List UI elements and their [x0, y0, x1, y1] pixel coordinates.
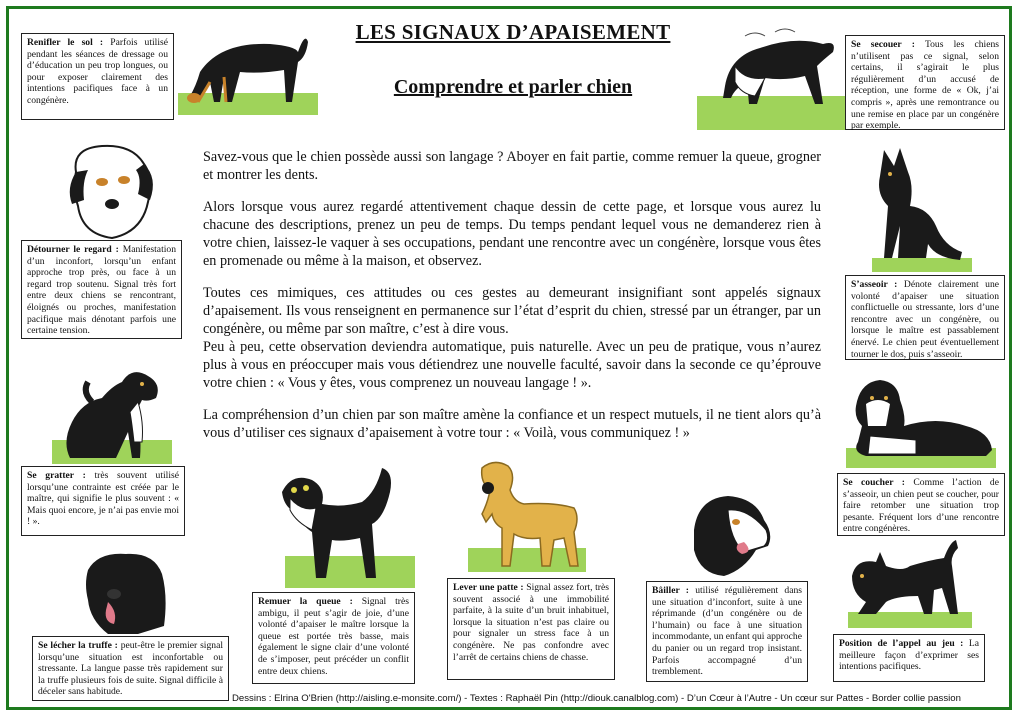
signal-title: Remuer la queue : [258, 596, 353, 607]
dog-sniffing-icon [180, 22, 320, 112]
signal-title: Se coucher : [843, 477, 905, 488]
signal-box-jeu [833, 634, 985, 682]
signal-title: Lever une patte : [453, 582, 524, 593]
dog-sitting-icon [870, 146, 970, 268]
signal-box-queue [252, 592, 415, 684]
signal-title: Bâiller : [652, 585, 689, 596]
dog-yawning-icon [684, 490, 780, 582]
signal-text: très souvent utilisé lorsqu’une contrainte est créée par le maître, qui signifie le plus souvent : « Mais quoi encore, je n’ai pas envie moi ! ». [27, 470, 180, 528]
intro-paragraph: Toutes ces mimiques, ces attitudes ou ces gestes au demeurant insignifiant sont appelés signaux d’apaisement. Ils vous renseignent en permanence sur l’état d’esprit du chien, stressé par un étranger, par un congénère, ou même par son maître, c’est à dire vous. [203, 285, 821, 337]
dog-lying-icon [846, 376, 996, 466]
signal-text: utilisé régulièrement dans une situation d’inconfort, suite à une réprimande (d’un congénère ou de l’humain) ou face à une situation incommodante, un enfant qui approche du panier ou un regard trop insistant. Parfois accompagné d’un tremblement. [652, 585, 802, 678]
signal-title: Détourner le regard : [27, 244, 119, 255]
signal-box-coucher [837, 473, 1005, 536]
page-title: LES SIGNAUX D’APAISEMENT [355, 20, 671, 44]
signal-text: Signal très ambigu, il peut s’agir de joie, d’une volonté d’apaiser le maître lorsque la queue est portée très basse, mais également le signe clair d’une volonté de s’imposer, peut précéder un conflit entre deux chiens. [258, 596, 409, 677]
intro-paragraph: La compréhension d’un chien par son maître amène la confiance et un respect mutuels, il ne tient alors qu’à vous d’utiliser ces signaux d’apaisement à votre tour : « Voilà, vous communiquez ! » [203, 407, 821, 441]
signal-title: Position de l’appel au jeu : [839, 638, 964, 649]
signal-box-truffe [32, 636, 229, 701]
signal-title: S’asseoir : [851, 279, 898, 290]
dog-looking-away-icon [62, 142, 162, 242]
signal-text: Comme l’action de s’asseoir, un chien peut se coucher, pour faire retomber une situation trop pesante. Fréquent lors d’une rencontre entre congénères. [843, 477, 999, 535]
signal-box-detourner [21, 240, 182, 339]
dog-shaking-icon [705, 26, 845, 116]
signal-box-gratter [21, 466, 185, 536]
signal-title: Se gratter : [27, 470, 86, 481]
dog-tail-wag-icon [272, 462, 412, 588]
intro-paragraph: Peu à peu, cette observation deviendra automatique, puis naturelle. Avec un peu de pratique, vous n’aurez plus à vous en préoccuper mais vous détiendrez une nouvelle faculté, savoir dans la seconde ce qu’éprouve votre chien : « Vous y êtes, vous comprenez un nouveau langage ! ». [203, 339, 821, 391]
intro-paragraph: Alors lorsque vous aurez regardé attentivement chaque dessin de cette page, et lorsque vous aurez lu chacune des descriptions, prenez un peu de temps. Du temps pendant lequel vous ne demanderez rien à votre chien, laissez-le vaquer à ses occupations, pendant une rencontre avec un congénère, lorsque vous êtes en promenade ou même à la maison, et observez. [203, 199, 821, 269]
signal-box-asseoir [845, 275, 1005, 360]
signal-title: Renifler le sol : [27, 37, 104, 48]
signal-text: Dénote clairement une volonté d’apaiser une situation conflictuelle ou stressante, lors d’une rencontre avec un congénère, ou lorsque le maître est passablement énervé. Le chien peut éventuellement tourner le dos, puis s’asseoir. [851, 279, 999, 360]
signal-text: peut-être le premier signal lorsqu’une situation est inconfortable ou stressante. La langue passe très rapidement sur la truffe plusieurs fois de suite. Signal difficile à déceler sans habitude. [38, 640, 223, 698]
dog-scratching-icon [52, 362, 172, 466]
signal-text: Manifestation d’un inconfort, lorsqu’un enfant approche trop près, ou face à un regard trop soutenu. Signal très fort entre deux chiens se rencontrant, éloignés ou proches, manifestation pacifique mais dénotant parfois une certaine tension. [27, 244, 176, 337]
page-subtitle: Comprendre et parler chien [393, 76, 633, 98]
signal-box-bailler [646, 581, 808, 682]
dog-licking-icon [78, 546, 174, 638]
intro-paragraph: Savez-vous que le chien possède aussi son langage ? Aboyer en fait partie, comme remuer la queue, grogner et montrer les dents. [203, 149, 821, 183]
signal-text: Signal assez fort, très souvent associé à une immobilité parfaite, à la suite d’un bruit inhabituel, lorsque la situation n’est pas claire ou pour signaler un stress face à un congénère. Ne pas confondre avec l’arrêt de certains chiens de chasse. [453, 582, 609, 663]
signal-box-patte [447, 578, 615, 680]
intro-text [203, 148, 821, 456]
signal-title: Se secouer : [851, 39, 915, 50]
signal-text: Tous les chiens n’utilisent pas ce signal, selon certains, il s’agirait le plus régulièrement d’un accusé de réception, une forme de « Ok, j’ai compris », après une remontrance ou une remise en place par un congénère par exemple. [851, 39, 1000, 132]
dog-play-bow-icon [846, 536, 970, 628]
signal-text: Parfois utilisé pendant les séances de dressage ou d’éducation un peu trop longues, ou pour exposer clairement des intentions pacifiques face à un congénère. [27, 37, 169, 106]
signal-box-secouer [845, 35, 1005, 130]
signal-title: Se lécher la truffe : [38, 640, 118, 651]
signal-box-renifler [21, 33, 174, 120]
dog-paw-raise-icon [474, 458, 584, 574]
signal-text: La meilleure façon d’exprimer ses intentions pacifiques. [839, 638, 979, 673]
credits-footer: Dessins : Elrina O'Brien (http://aisling.e-monsite.com/) - Textes : Raphaël Pin (http://diouk.canalblog.com) - D’un Cœur à l’Autre - Un cœur sur Pattes - Border collie passion [232, 693, 961, 704]
